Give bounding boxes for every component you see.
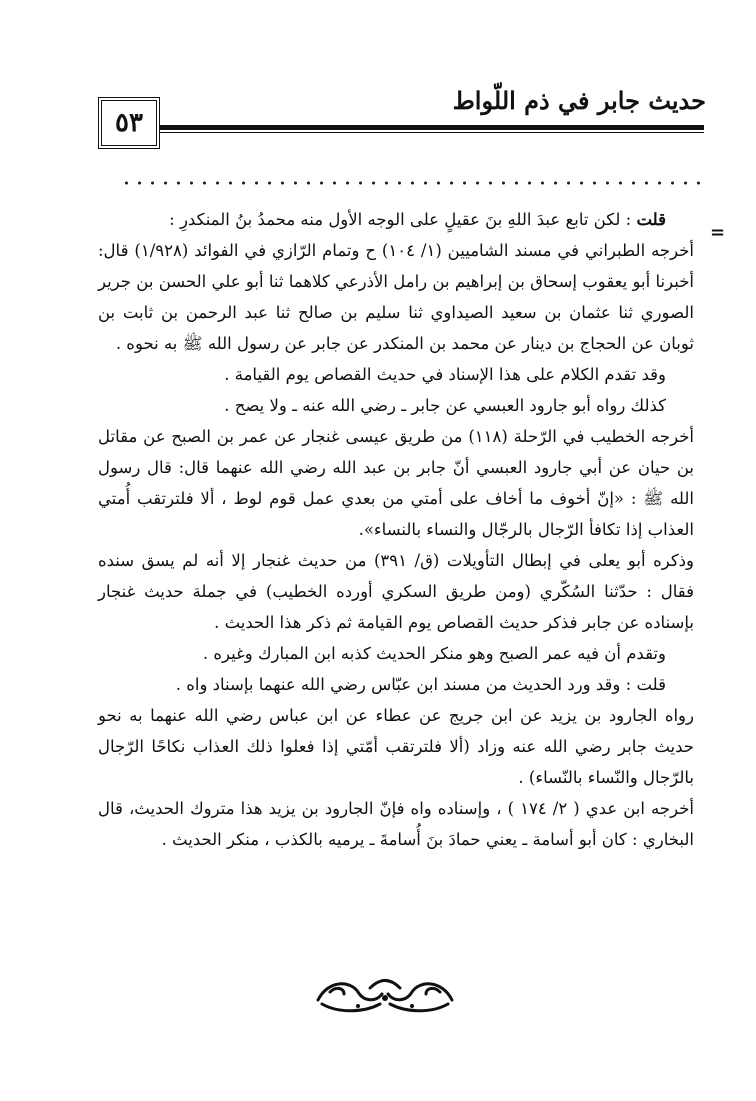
header-rule-thin bbox=[160, 132, 704, 133]
body-text bbox=[98, 204, 694, 855]
paragraph bbox=[98, 638, 694, 669]
paragraph bbox=[98, 421, 694, 545]
paragraph bbox=[98, 545, 694, 638]
paragraph-text: وتقدم أن فيه عمر الصبح وهو منكر الحديث كذبه ابن المبارك وغيره . bbox=[202, 644, 666, 663]
page-number-box bbox=[98, 97, 160, 149]
paragraph-text: وذكره أبو يعلى في إبطال التأويلات (ق/ ٣٩١) من حديث غنجار إلا أنه لم يسق سنده فقال : حدّثنا السُكّري (ومن طريق السكري أورده الخطيب) في جملة حديث غنجار بإسناده عن جابر فذكر حديث القصاص يوم القيامة ثم ذكر هذا الحديث . bbox=[98, 551, 694, 632]
paragraph-text: كذلك رواه أبو جارود العبسي عن جابر ـ رضي الله عنه ـ ولا يصح . bbox=[224, 396, 666, 415]
paragraph bbox=[98, 235, 694, 359]
page-number: ٥٣ bbox=[115, 108, 143, 138]
header-rule-thick bbox=[160, 125, 704, 130]
paragraph-lead: قلت bbox=[636, 210, 666, 229]
paragraph-text: وقد تقدم الكلام على هذا الإسناد في حديث القصاص يوم القيامة . bbox=[224, 365, 666, 384]
running-header-title: حديث جابر في ذم اللّواط bbox=[452, 86, 706, 115]
paragraph-text: رواه الجارود بن يزيد عن ابن جريج عن عطاء عن ابن عباس رضي الله عنهما به نحو حديث جابر رضي الله عنه وزاد (ألا فلترتقب أمّتي إذا فعلوا ذلك العذاب نكاحًا الرّجال بالرّجال والنّساء بالنّساء) . bbox=[98, 706, 694, 787]
dotted-separator bbox=[120, 180, 706, 186]
paragraph bbox=[98, 204, 694, 235]
paragraph bbox=[98, 669, 694, 700]
paragraph-text: أخرجه ابن عدي ( ٢/ ١٧٤ ) ، وإسناده واه فإنّ الجارود بن يزيد هذا متروك الحديث، قال البخاري : كان أبو أسامة ـ يعني حمادَ بنَ أُسامةَ ـ يرميه بالكذب ، منكر الحديث . bbox=[98, 799, 694, 849]
paragraph bbox=[98, 793, 694, 855]
paragraph-text: قلت : وقد ورد الحديث من مسند ابن عبّاس رضي الله عنهما بإسناد واه . bbox=[175, 675, 666, 694]
paragraph-text: أخرجه الخطيب في الرّحلة (١١٨) من طريق عيسى غنجار عن عمر بن الصبح عن مقاتل بن حيان عن أبي جارود العبسي أنّ جابر بن عبد الله رضي الله عنهما قال: قال رسول الله ﷺ : «إنّ أخوف ما أخاف على أمتي من بعدي عمل قوم لوط ، ألا فلترتقب أُمتي العذاب إذا تكافأ الرّجال بالرجّال والنساء بالنساء». bbox=[98, 427, 694, 539]
paragraph-text: أخرجه الطبراني في مسند الشاميين (١/ ١٠٤) ح وتمام الرّازي في الفوائد (١/٩٢٨) قال: أخبرنا أبو يعقوب إسحاق بن إبراهيم بن رامل الأذرعي كلاهما ثنا أبو علي الحسن بن جرير الصوري ثنا عثمان بن سعيد الصيداوي ثنا سليم بن صالح ثنا عبد الرحمن بن ثابت بن ثوبان عن الحجاج بن دينار عن محمد بن المنكدر عن جابر عن رسول الله ﷺ به نحوه . bbox=[98, 241, 695, 353]
margin-mark: = bbox=[710, 222, 726, 243]
paragraph-text: : لكن تابع عبدَ اللهِ بنَ عقيلٍ على الوجه الأول منه محمدُ بنُ المنكدرِ : bbox=[169, 210, 637, 229]
paragraph bbox=[98, 700, 694, 793]
paragraph bbox=[98, 390, 694, 421]
ornament-divider bbox=[310, 970, 460, 1018]
paragraph bbox=[98, 359, 694, 390]
